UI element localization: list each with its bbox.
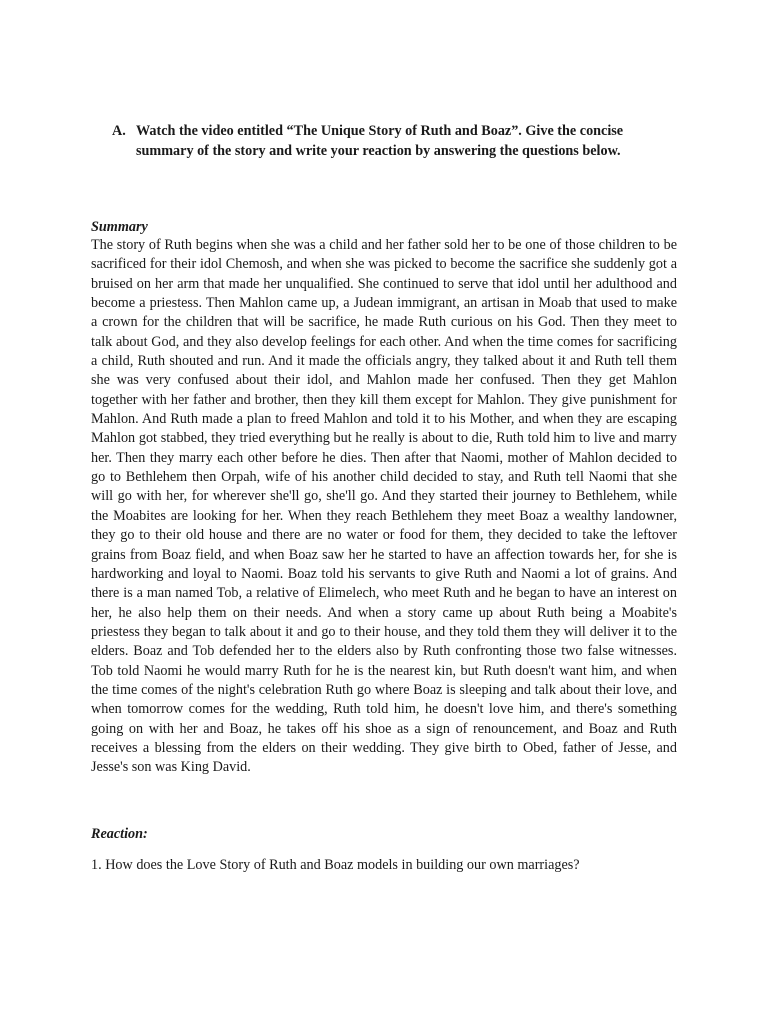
reaction-question-1: 1. How does the Love Story of Ruth and Boaz models in building our own marriages?: [91, 857, 580, 873]
instruction-marker: A.: [112, 123, 126, 139]
instruction-text: Watch the video entitled “The Unique Story of Ruth and Boaz”. Give the concise summary of the story and write your reaction by answering the questions below.: [136, 123, 624, 159]
reaction-heading: Reaction:: [91, 826, 148, 842]
summary-paragraph: The story of Ruth begins when she was a child and her father sold her to be one of those children to be sacrificed for their idol Chemosh, and when she was picked to become the sacrifice she suddenly got a bruised on her arm that made her unqualified. She continued to serve that idol until her adulthood and become a priestess. Then Mahlon came up, a Judean immigrant, an artisan in Moab that used to make a crown for the children that will be sacrifice, he made Ruth curious on his God. Then they meet to talk about God, and they also develop feelings for each other. And when the time comes for sacrificing a child, Ruth shouted and run. And it made the officials angry, they talked about it and Ruth tell them she was very confused about their idol, and Mahlon made her confused. Then they get Mahlon together with her father and brother, then they kill them except for Mahlon. They give punishment for Mahlon. And Ruth made a plan to freed Mahlon and told it to his Mother, and when they are escaping Mahlon got stabbed, they tried everything but he really is about to die, Ruth told him to live and marry her. Then they marry each other before he dies. Then after that Naomi, mother of Mahlon decided to go to Bethlehem then Orpah, wife of his another child decided to stay, and Ruth tell Naomi that she will go with her, for wherever she'll go, she'll go. And they started their journey to Bethlehem, while the Moabites are looking for her. When they reach Bethlehem they meet Boaz a wealthy landowner, they go to their old house and there are no water or food for them, they decided to take the leftover grains from Boaz field, and when Boaz saw her he started to have an affection towards her, for she is hardworking and loyal to Naomi. Boaz told his servants to give Ruth and Naomi a lot of grains. And there is a man named Tob, a relative of Elimelech, who meet Ruth and he began to have an interest on her, he also help them on their needs. And when a story came up about Ruth being a Moabite's priestess they began to talk about it and go to their house, and they told them they will deliver it to the elders. Boaz and Tob defended her to the elders also by Ruth confronting those two false witnesses. Tob told Naomi he would marry Ruth for he is the nearest kin, but Ruth doesn't want him, and when the time comes of the night's celebration Ruth go where Boaz is sleeping and talk about their love, and when tomorrow comes for the wedding, Ruth told him, he doesn't love him, and there's something going on with her and Boaz, he takes off his shoe as a sign of renouncement, and Boaz and Ruth receives a blessing from the elders on their wedding. They give birth to Obed, father of Jesse, and Jesse's son was King David.: [91, 237, 677, 776]
summary-heading: Summary: [91, 219, 148, 235]
instruction-item: [112, 122, 672, 161]
